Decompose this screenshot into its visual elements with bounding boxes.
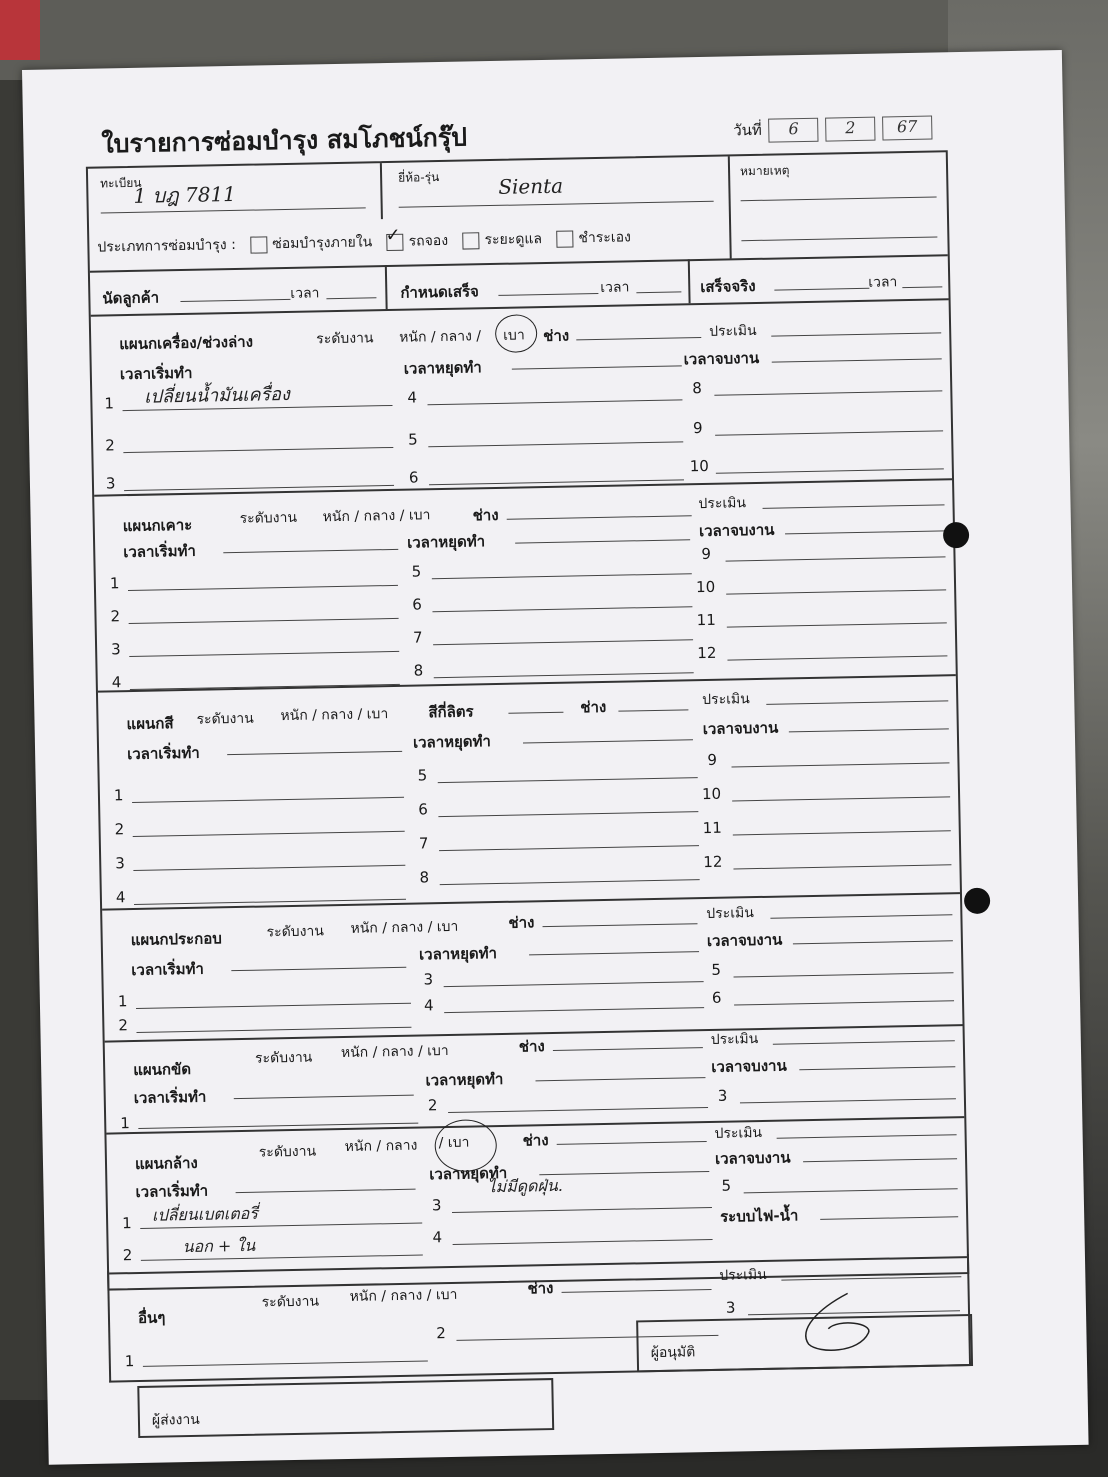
polish-name: แผนกขัด [133,1059,192,1080]
maintenance-form-paper [22,50,1089,1465]
light-circle-mark [495,314,538,353]
date-field [733,115,932,143]
checkbox-self-pay[interactable] [556,230,573,247]
remark-label: หมายเหตุ [739,163,790,179]
section-wash: แผนกล้าง ระดับงาน หนัก / กลาง / เบา ช่าง ประเมิน เวลาเริ่มทำ เวลาหยุดทำ ไม่มีดูดฝุ่น. เวลาจบงาน 1 เปลี่ยนเบตเตอรี่ 2 นอก + ใน 3 4 5 ระบบไฟ-น้ำ [106,1116,967,1274]
checkbox-internal[interactable] [250,236,267,253]
punch-hole-top [943,522,969,548]
done-label: เสร็จจริง [700,276,756,297]
section-other-body: อื่นๆ ระดับงาน หนัก / กลาง / เบา ช่าง ประเมิน 1 2 3 [107,1254,971,1383]
engine-entry-1: เปลี่ยนน้ำมันเครื่อง [144,383,290,408]
engine-name: แผนกเครื่อง/ช่วงล่าง [119,332,254,354]
schedule-row: นัดลูกค้า เวลา กำหนดเสร็จ เวลา เสร็จจริง เวลา [90,254,949,316]
electric-water-label: ระบบไฟ-น้ำ [719,1206,799,1226]
form-table [86,150,969,1290]
wash-name: แผนกล้าง [134,1153,198,1174]
other-name: อื่นๆ [137,1308,166,1328]
section-polish: แผนกขัด ระดับงาน หนัก / กลาง / เบา ช่าง ประเมิน เวลาเริ่มทำ เวลาหยุดทำ เวลาจบงาน 1 2 3 [105,1024,965,1134]
vehicle-info-row [88,152,948,272]
plate-value: 1 บฎ 7811 [133,181,237,208]
section-engine: แผนกเครื่อง/ช่วงล่าง ระดับงาน หนัก / กลาง / เบา ช่าง ประเมิน เวลาเริ่มทำ เวลาหยุดทำ เวลาจบงาน 1 เปลี่ยนน้ำมันเครื่อง 2 3 4 5 6 8 9 10 [91,298,952,496]
assembly-name: แผนกประกอบ [130,929,222,950]
sender-box[interactable] [137,1378,554,1438]
date-day: 6 [768,117,818,142]
punch-hole-bottom [964,888,990,914]
date-month: 2 [825,116,875,141]
wash-entry-2: นอก + ใน [182,1235,256,1257]
sender-label: ผู้ส่งงาน [151,1411,200,1429]
repair-type-row: ประเภทการซ่อมบำรุง : ซ่อมบำรุงภายใน ✓ รถจอง ระยะดูแล ชำระเอง [97,224,632,256]
date-label: วันที่ [733,120,763,140]
due-label: กำหนดเสร็จ [400,282,480,302]
wash-pause-note: ไม่มีดูดฝุ่น. [487,1175,564,1197]
paint-liters-label: สีกี่ลิตร [428,702,474,722]
brand-value: Sienta [498,173,564,199]
plate-label: ทะเบียน [100,175,142,191]
body-name: แผนกเคาะ [122,515,193,536]
appoint-label: นัดลูกค้า [102,288,160,308]
approver-box[interactable] [636,1314,973,1372]
paint-name: แผนกสี [126,714,174,734]
background-red-object [0,0,40,60]
approver-signature [788,1288,879,1360]
section-body: แผนกเคาะ ระดับงาน หนัก / กลาง / เบา ช่าง ประเมิน เวลาเริ่มทำ เวลาหยุดทำ เวลาจบงาน 1 2 3 4 5 6 7 8 9 10 11 12 [94,478,956,692]
section-assembly: แผนกประกอบ ระดับงาน หนัก / กลาง / เบา ช่าง ประเมิน เวลาเริ่มทำ เวลาหยุดทำ เวลาจบงาน 1 2 3 4 5 6 [102,892,962,1042]
checkbox-maintenance[interactable] [462,232,479,249]
form-title: ใบรายการซ่อมบำรุง สมโภชน์กรุ๊ป [101,122,468,159]
approver-label: ผู้อนุมัติ [650,1344,696,1362]
date-year: 67 [882,115,932,140]
brand-label: ยี่ห้อ-รุ่น [398,170,440,185]
wash-entry-1: เปลี่ยนเบตเตอรี่ [151,1203,259,1225]
repair-type-label: ประเภทการซ่อมบำรุง : [97,236,236,256]
checkbox-reserved[interactable]: ✓ [387,233,404,250]
section-paint: แผนกสี ระดับงาน หนัก / กลาง / เบา สีกี่ลิตร ช่าง ประเมิน เวลาเริ่มทำ เวลาหยุดทำ เวลาจบงาน 1 2 3 4 5 6 7 8 9 10 11 12 [98,674,960,910]
